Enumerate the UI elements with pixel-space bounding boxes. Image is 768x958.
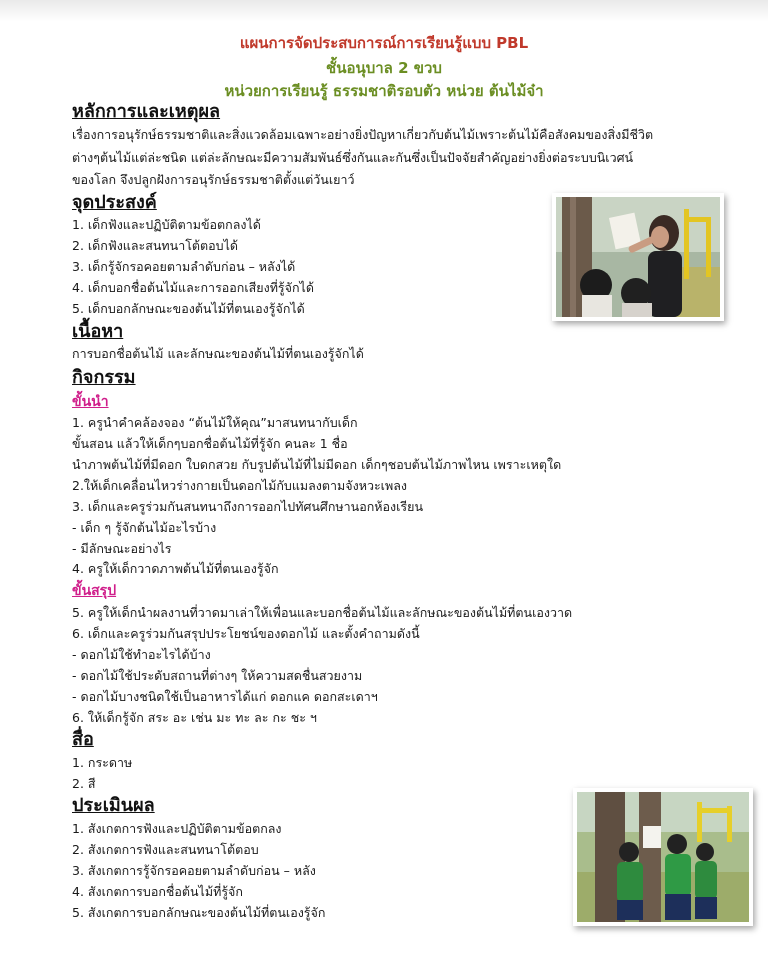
rationale-line: ของโลก จึงปลูกฝังการอนุรักษ์ธรรมชาติตั้งแต่วันเยาว์ [72, 172, 355, 187]
class-level: ชั้นอนุบาล 2 ขวบ [326, 59, 442, 77]
evaluation-item: 4. สังเกตการบอกชื่อต้นไม้ที่รู้จัก [72, 884, 243, 899]
learning-unit: หน่วยการเรียนรู้ ธรรมชาติรอบตัว หน่วย ต้นไม้จ๋า [224, 82, 544, 100]
activity-line: 3. เด็กและครูร่วมกันสนทนาถึงการออกไปทัศนศึกษานอกห้องเรียน [72, 499, 424, 514]
media-item: 2. สี [72, 776, 96, 791]
summary-line: 6. เด็กและครูร่วมกันสรุปประโยชน์ของดอกไม้ และตั้งคำถามดังนี้ [72, 626, 420, 641]
activity-line: ขั้นสอน แล้วให้เด็กๆบอกชื่อต้นไม้ที่รู้จัก คนละ 1 ชื่อ [72, 436, 348, 451]
summary-subheading: ขั้นสรุป [72, 583, 117, 599]
summary-line: - ดอกไม้ใช้ทำอะไรได้บ้าง [72, 647, 211, 662]
activity-line: 1. ครูนำคำคล้องจอง “ต้นไม้ให้คุณ”มาสนทนากับเด็ก [72, 415, 358, 430]
media-item: 1. กระดาษ [72, 755, 133, 770]
media-heading: สื่อ [72, 729, 94, 750]
intro-subheading: ขั้นนำ [72, 394, 109, 410]
rationale-line: ต่างๆต้นไม้แต่ล่ะชนิด แต่ล่ะลักษณะมีความสัมพันธ์ซึ่งกันและกันซึ่งเป็นปัจจัยสำคัญอย่างยิ่งต่อระบบนิเวศน์ [72, 150, 634, 165]
objective-item: 2. เด็กฟังและสนทนาโต้ตอบได้ [72, 238, 239, 253]
evaluation-item: 3. สังเกตการรู้จักรอคอยตามลำดับก่อน – หลัง [72, 863, 316, 878]
evaluation-heading: ประเมินผล [72, 795, 155, 816]
photo-children-tree [573, 788, 753, 926]
summary-line: 6. ให้เด็กรู้จัก สระ อะ เช่น มะ ทะ ละ กะ ชะ ฯ [72, 710, 317, 725]
summary-line: 5. ครูให้เด็กนำผลงานที่วาดมาเล่าให้เพื่อนและบอกชื่อต้นไม้และลักษณะของต้นไม้ที่ตนเองวาด [72, 605, 573, 620]
evaluation-item: 1. สังเกตการฟังและปฏิบัติตามข้อตกลง [72, 821, 282, 836]
activity-line: - เด็ก ๆ รู้จักต้นไม้อะไรบ้าง [72, 520, 217, 535]
photo-teacher-children [552, 193, 724, 321]
rationale-heading: หลักการและเหตุผล [72, 101, 221, 122]
objective-item: 5. เด็กบอกลักษณะของต้นไม้ที่ตนเองรู้จักได้ [72, 301, 305, 316]
evaluation-item: 2. สังเกตการฟังและสนทนาโต้ตอบ [72, 842, 259, 857]
rationale-line: เรื่องการอนุรักษ์ธรรมชาติและสิ่งแวดล้อมเฉพาะอย่างยิ่งปัญหาเกี่ยวกับต้นไม้เพราะต้นไม้คือสังคมของสิ่งมีชีวิต [72, 127, 654, 142]
summary-line: - ดอกไม้บางชนิดใช้เป็นอาหารได้แก่ ดอกแค ดอกสะเดาฯ [72, 689, 378, 704]
objective-item: 1. เด็กฟังและปฏิบัติตามข้อตกลงได้ [72, 217, 261, 232]
objective-item: 3. เด็กรู้จักรอคอยตามลำดับก่อน – หลังได้ [72, 259, 296, 274]
summary-line: - ดอกไม้ใช้ประดับสถานที่ต่างๆ ให้ความสดชื่นสวยงาม [72, 668, 363, 683]
activity-line: - มีลักษณะอย่างไร [72, 541, 172, 556]
objective-item: 4. เด็กบอกชื่อต้นไม้และการออกเสียงที่รู้จักได้ [72, 280, 314, 295]
content-text: การบอกชื่อต้นไม้ และลักษณะของต้นไม้ที่ตนเองรู้จักได้ [72, 346, 364, 361]
evaluation-item: 5. สังเกตการบอกลักษณะของต้นไม้ที่ตนเองรู้จัก [72, 905, 326, 920]
activities-heading: กิจกรรม [72, 367, 136, 388]
activity-line: 4. ครูให้เด็กวาดภาพต้นไม้ที่ตนเองรู้จัก [72, 561, 279, 576]
content-heading: เนื้อหา [72, 321, 124, 342]
page-title: แผนการจัดประสบการณ์การเรียนรู้แบบ PBL [239, 34, 529, 52]
objectives-heading: จุดประสงค์ [72, 192, 157, 213]
activity-line: 2.ให้เด็กเคลื่อนไหวร่างกายเป็นดอกไม้กับแมลงตามจังหวะเพลง [72, 478, 407, 493]
activity-line: นำภาพต้นไม้ที่มีดอก ใบดกสวย กับรูปต้นไม้ที่ไม่มีดอก เด็กๆชอบต้นไม้ภาพไหน เพราะเหตุใด [72, 457, 562, 472]
